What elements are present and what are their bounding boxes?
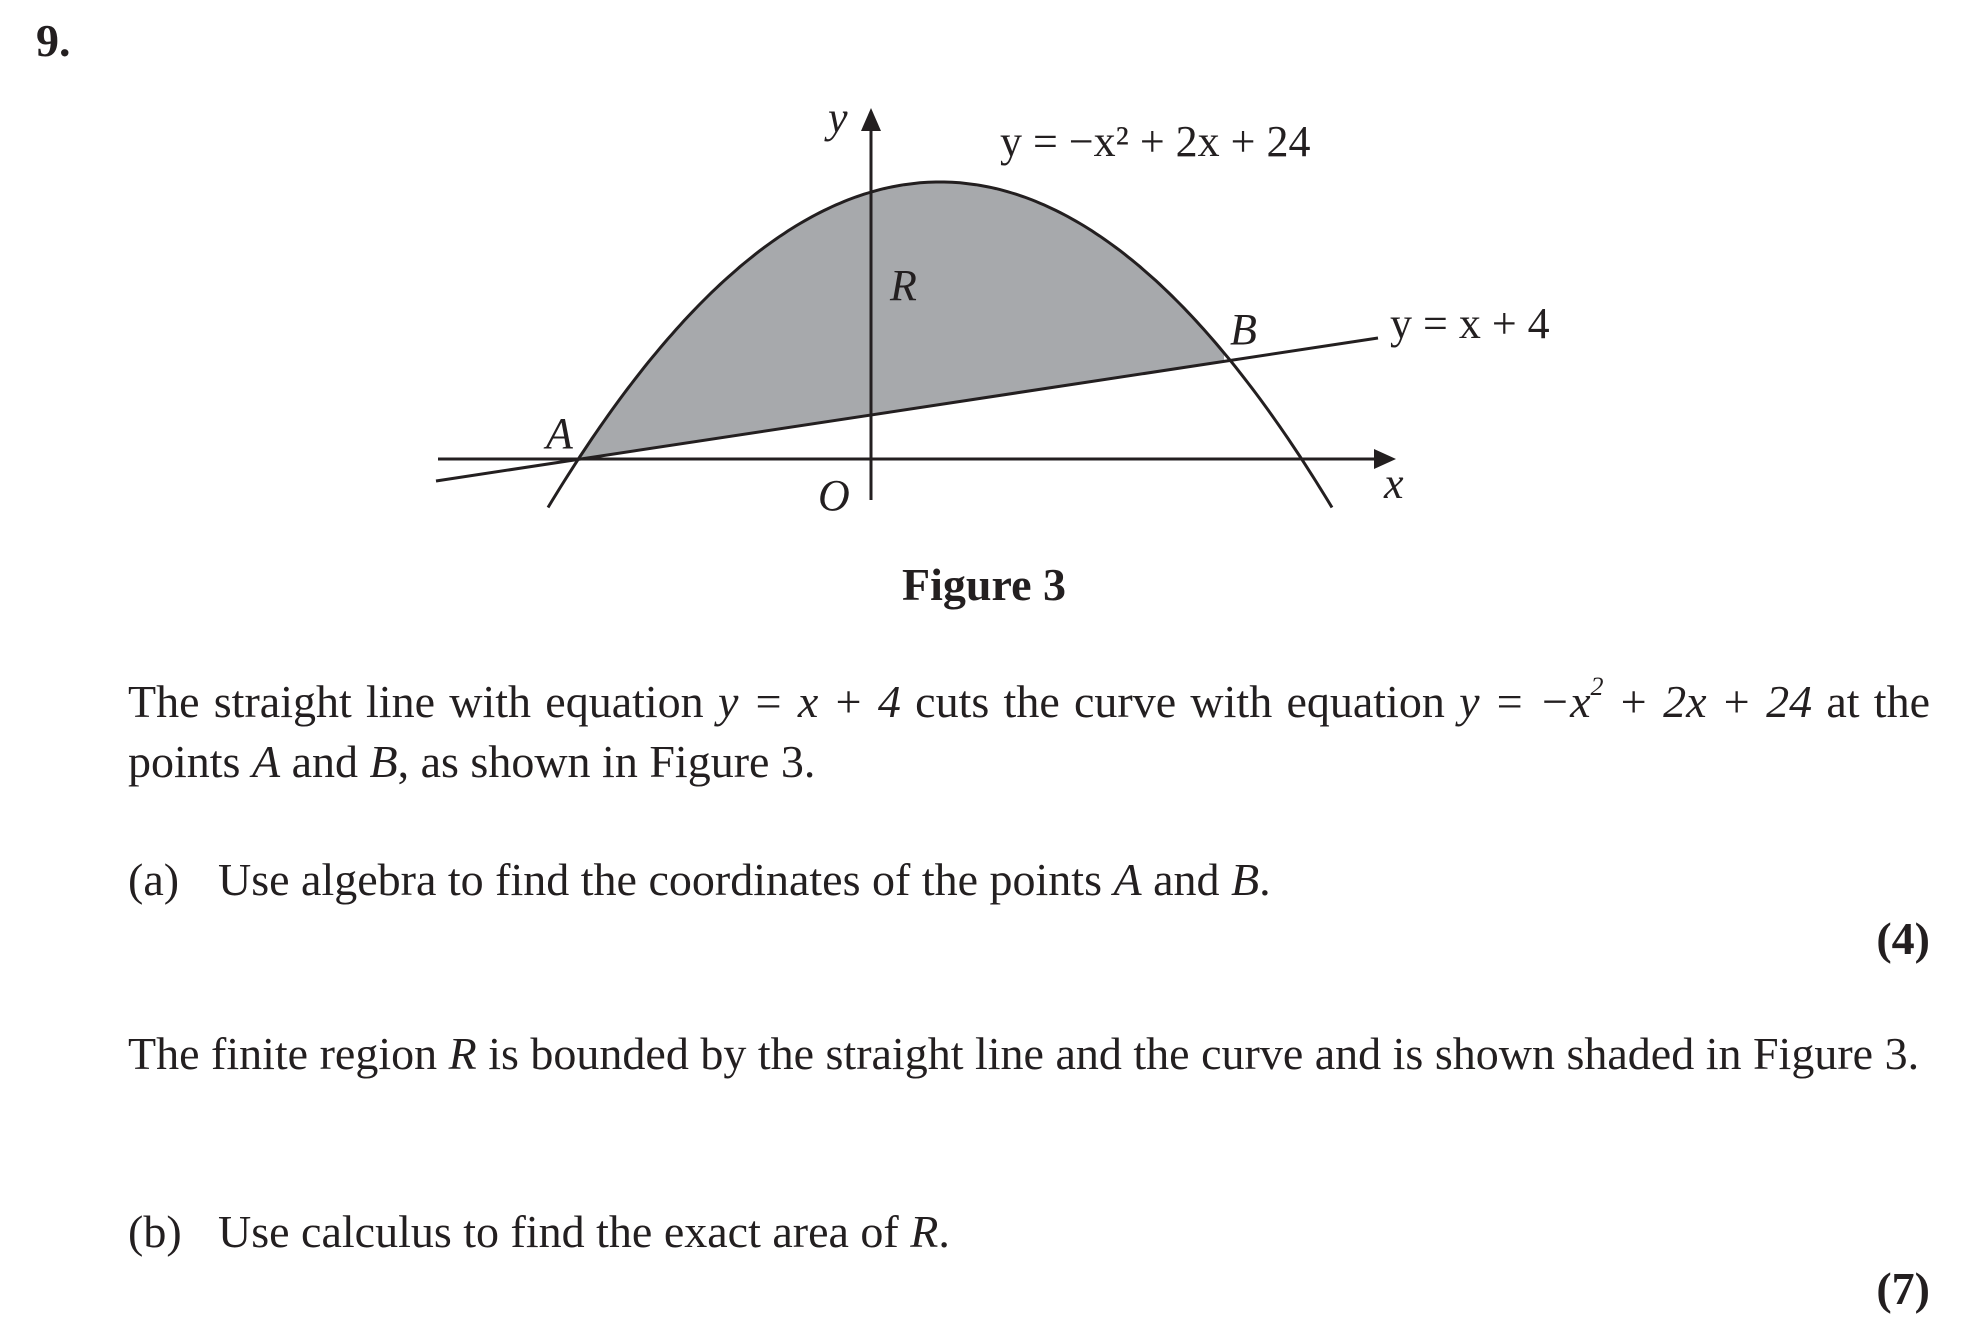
part-a-marks: (4) <box>1876 913 1930 964</box>
part-b-label: (b) <box>128 1206 182 1257</box>
intro-paragraph: The straight line with equation y = x + 4 cuts the curve with equation $y = -x^2 + 2x + 24$ at the points A and B, as shown in Figure 3. <box>128 672 1931 787</box>
line-equation-label: y = x + 4 <box>1390 299 1550 348</box>
line-equation: y = x + 4 <box>717 676 901 727</box>
figure-caption <box>0 558 1968 611</box>
part-a: (a) Use algebra to find the coordinates of the points A and B. <box>128 850 1271 910</box>
point-b-label: B <box>1230 305 1257 354</box>
y-axis-label: y <box>828 93 848 142</box>
region-r-label: R <box>890 261 917 310</box>
curve-equation-label: y = −x² + 2x + 24 <box>1000 117 1311 166</box>
point-a-label: A <box>546 409 573 458</box>
part-b: (b) Use calculus to find the exact area of R. <box>128 1202 950 1262</box>
y-axis-arrow <box>861 108 881 131</box>
figure-caption-text: Figure 3 <box>902 559 1066 610</box>
x-axis-label: x <box>1384 459 1404 508</box>
region-r-shading <box>580 182 1224 459</box>
origin-label: O <box>818 471 850 520</box>
part-a-label: (a) <box>128 854 180 905</box>
question-number: 9. <box>36 15 71 66</box>
curve-equation: $y = -x^2 + 2x + 24$ <box>1459 672 1813 727</box>
region-paragraph: The finite region R is bounded by the straight line and the curve and is shown shaded in Figure 3. <box>128 1028 1920 1079</box>
figure-3-graph <box>0 0 1968 640</box>
part-b-marks: (7) <box>1876 1263 1930 1314</box>
